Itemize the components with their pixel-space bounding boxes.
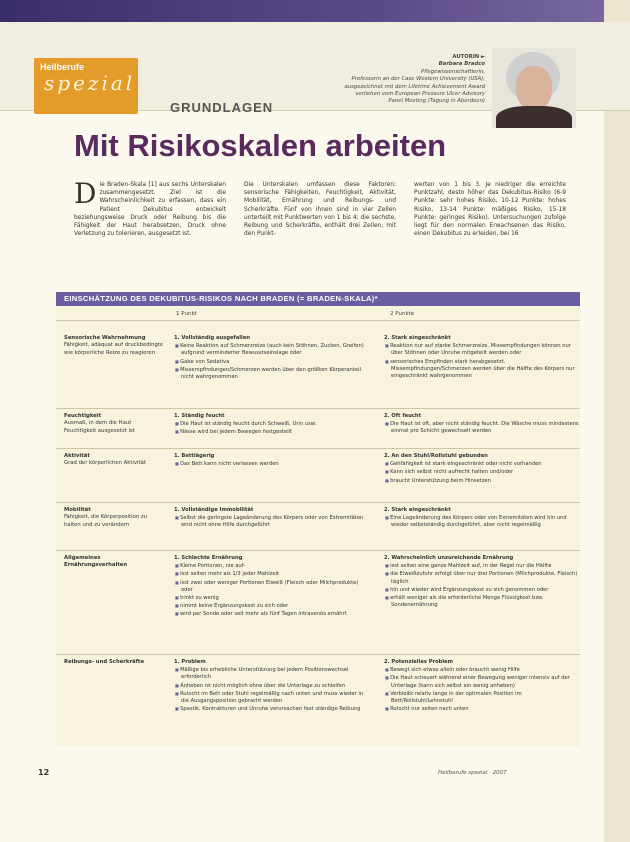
cell-2-points <box>384 555 580 609</box>
cell-2-points <box>384 413 580 436</box>
cell-heading: 2. An den Stuhl/Rollstuhl gebunden <box>384 453 488 459</box>
intro-column-2: Die Unterskalen umfassen diese Faktoren: sensorische Fähigkeiten, Feuchtigkeit, Aktivität, Mobilität, Ernährung und Reibungs- und Scherkräfte. Fünf von ihnen sind in vier Zellen unterteilt mit Punktwerten von 1 bis 4; die sechste, Reibung und Scherkräfte, enthält drei Zellen, mit den Punkt- <box>244 182 396 238</box>
cell-bullet: ■ Nässe wird bei jedem Bewegen festgestellt <box>174 428 370 436</box>
author-label: AUTORIN <box>452 54 480 60</box>
row-label <box>64 659 164 666</box>
table-heading-bar <box>56 292 580 306</box>
author-line: Panel Meeting (Tagung in Aberdeen) <box>388 98 485 105</box>
table-row <box>56 654 580 747</box>
cell-heading: 1. Schlechte Ernährung <box>174 555 243 561</box>
magazine-logo <box>34 58 138 114</box>
cell-bullet: ■ Spastik, Kontrakturen und Unruhe verursachen fast ständige Reibung <box>174 705 370 713</box>
cell-bullet: ■ hin und wieder wird Ergänzungskost zu sich genommen oder <box>384 586 580 594</box>
cell-bullet: ■ Die Haut ist oft, aber nicht ständig feucht. Die Wäsche muss mindestens einmal pro Schicht gewechselt werden <box>384 420 580 435</box>
author-line: ausgezeichnet mit dem Lifetime Achievement Award <box>344 83 485 90</box>
cell-1-point <box>174 659 370 713</box>
table-heading: EINSCHÄTZUNG DES DEKUBITUS-RISIKOS NACH BRADEN (= BRADEN-SKALA)* <box>64 294 378 303</box>
logo-line2: spezial <box>44 71 136 95</box>
author-line: Pflegewissenschaftlerin, <box>420 68 485 75</box>
cell-heading: 2. Stark eingeschränkt <box>384 335 451 341</box>
cell-heading: 2. Oft feucht <box>384 413 422 419</box>
cell-bullet: ■ Kann sich selbst nicht aufrecht halten und/oder <box>384 468 580 476</box>
cell-2-points <box>384 507 580 530</box>
photo-face <box>516 66 552 110</box>
cell-bullet: ■ isst selten eine ganze Mahlzeit auf, in der Regel nur die Hälfte <box>384 562 580 570</box>
table-row <box>56 550 580 655</box>
dropcap: D <box>74 177 97 210</box>
table-row <box>56 408 580 449</box>
cell-bullet: ■ Selbst die geringste Lageänderung des Körpers oder von Extremitäten wird nicht ohne Hilfe durchgeführt <box>174 514 370 529</box>
column-header-1: 1 Punkt <box>176 311 197 317</box>
row-label <box>64 413 164 435</box>
section-title: GRUNDLAGEN <box>170 100 274 115</box>
row-label-title: Mobilität <box>64 507 91 513</box>
cell-heading: 1. Ständig feucht <box>174 413 225 419</box>
cell-bullet: ■ isst selten mehr als 1/3 jeder Mahlzeit <box>174 570 370 578</box>
cell-heading: 1. Vollständige Immobilität <box>174 507 254 513</box>
intro-column-3: werten von 1 bis 3. Je niedriger die erreichte Punktzahl, desto höher das Dekubitus-Risiko (6-9 Punkte: sehr hohes Risiko, 10-12 Punkte: hohes Risiko, 13-14 Punkte: mäßiges Risiko, 15-18 Punkte: geringes Risiko). Untersuchungen zufolge liegt für den normalen Erwachsenen das Risiko, einen Dekubitus zu erleiden, bei 16 <box>414 182 566 238</box>
table-row <box>56 448 580 503</box>
row-label-title: Sensorische Wahrnehmung <box>64 335 146 341</box>
cell-bullet: ■ sensorisches Empfinden stark herabgesetzt. Missempfindungen/Schmerzen werden über die Hälfte des Körpers nur eingeschränkt wahrgenommen <box>384 358 580 381</box>
cell-bullet: ■ trinkt zu wenig <box>174 594 370 602</box>
row-label-title: Reibungs- und Scherkräfte <box>64 659 145 665</box>
top-color-strip <box>0 0 630 22</box>
cell-bullet: ■ Rutscht im Bett oder Stuhl regelmäßig nach unten und muss wieder in die Ausgangsposition gebracht werden <box>174 690 370 705</box>
cell-bullet: ■ Reaktion nur auf starke Schmerzreize. Missempfindungen können nur über Stöhnen oder Unruhe mitgeteilt werden oder <box>384 342 580 357</box>
row-label <box>64 555 164 570</box>
author-line: Professorin an der Case Western University (USA), <box>351 76 485 83</box>
cell-bullet: ■ Das Bett kann nicht verlassen werden <box>174 460 370 468</box>
author-line: verliehen vom European Pressure Ulcer Advisory <box>355 91 485 98</box>
cell-bullet: ■ Keine Reaktion auf Schmerzreize (auch kein Stöhnen, Zucken, Greifen) aufgrund verminderter Bewusstseinslage oder <box>174 342 370 357</box>
table-row <box>56 502 580 551</box>
arrow-right-icon: ► <box>480 54 485 60</box>
author-box <box>330 54 485 106</box>
cell-bullet: ■ isst zwei oder weniger Portionen Eiweiß (Fleisch oder Milchprodukte) oder <box>174 579 370 594</box>
cell-bullet: ■ erhält weniger als die erforderliche Menge Flüssigkost bzw. Sondenernährung <box>384 594 580 609</box>
table-row <box>56 320 580 409</box>
author-photo <box>492 48 576 128</box>
cell-bullet: ■ braucht Unterstützung beim Hinsetzen <box>384 477 580 485</box>
cell-bullet: ■ Gabe von Sedativa <box>174 358 370 366</box>
cell-bullet: ■ Rutscht nur selten nach unten <box>384 705 580 713</box>
footer-publication: Heilberufe spezial · 2007 <box>438 770 507 776</box>
cell-bullet: ■ Bewegt sich etwas allein oder braucht wenig Hilfe <box>384 666 580 674</box>
cell-bullet: ■ Kleine Portionen, nie auf- <box>174 562 370 570</box>
cell-bullet: ■ Die Haut scheuert während einer Bewegung weniger intensiv auf der Unterlage (kann sich selbst ein wenig anheben) <box>384 674 580 689</box>
intro-column-1 <box>74 177 226 238</box>
cell-heading: 2. Wahrscheinlich unzureichende Ernährung <box>384 555 514 561</box>
author-name: Barbara Bradco <box>438 61 485 68</box>
cell-bullet: ■ Eine Lageänderung des Körpers oder von Extremitäten wird hin und wieder selbstständig durchgeführt, aber nicht regelmäßig <box>384 514 580 529</box>
column-header-2: 2 Punkte <box>390 311 415 317</box>
header <box>0 22 630 115</box>
cell-heading: 1. Problem <box>174 659 206 665</box>
cell-1-point <box>174 555 370 619</box>
page-number: 12 <box>38 768 50 777</box>
cell-1-point <box>174 507 370 530</box>
article-title: Mit Risikoskalen arbeiten <box>74 128 447 163</box>
cell-heading: 1. Bettlägerig <box>174 453 215 459</box>
cell-bullet: ■ Mäßige bis erhebliche Unterstützung bei jedem Positionswechsel erforderlich <box>174 666 370 681</box>
cell-bullet: ■ nimmt keine Ergänzungskost zu sich oder <box>174 602 370 610</box>
cell-2-points <box>384 335 580 380</box>
row-label <box>64 335 164 357</box>
cell-2-points <box>384 453 580 485</box>
row-label-desc: Grad der körperlichen Aktivität <box>64 460 146 467</box>
row-label-desc: Fähigkeit, die Körperposition zu halten und zu verändern <box>64 514 148 528</box>
cell-bullet: ■ Gehfähigkeit ist stark eingeschränkt oder nicht vorhanden <box>384 460 580 468</box>
row-label-title: Feuchtigkeit <box>64 413 102 419</box>
row-label-desc: Ausmaß, in dem die Haut Feuchtigkeit ausgesetzt ist <box>64 420 135 434</box>
row-label-title: Allgemeines Ernährungsverhalten <box>64 555 128 569</box>
photo-body <box>496 106 572 128</box>
cell-bullet: ■ Missempfindungen/Schmerzen werden über den größten Körperanteil nicht wahrgenommen <box>174 366 370 381</box>
cell-bullet: ■ Verbleibt relativ lange in der optimalen Position im Bett/Rollstuhl/Lehnstuhl <box>384 690 580 705</box>
cell-1-point <box>174 335 370 381</box>
cell-1-point <box>174 453 370 468</box>
row-label <box>64 507 164 529</box>
row-label-desc: Fähigkeit, adäquat auf druckbedingte wie körperliche Reize zu reagieren <box>64 342 164 356</box>
cell-heading: 2. Potenzielles Problem <box>384 659 454 665</box>
cell-heading: 2. Stark eingeschränkt <box>384 507 451 513</box>
cell-bullet: ■ Anheben ist nicht möglich ohne über die Unterlage zu schleifen <box>174 682 370 690</box>
logo-line1: Heilberufe <box>40 62 85 72</box>
cell-bullet: ■ die Eiweißzufuhr erfolgt über nur drei Portionen (Milchprodukte, Fleisch) täglich <box>384 570 580 585</box>
row-label-title: Aktivität <box>64 453 90 459</box>
page-gutter <box>604 0 630 842</box>
cell-bullet: ■ Die Haut ist ständig feucht durch Schweiß, Urin usw. <box>174 420 370 428</box>
cell-heading: 1. Vollständig ausgefallen <box>174 335 251 341</box>
row-label <box>64 453 164 468</box>
intro-text-1: ie Braden-Skala [1] aus sechs Unterskalen zusammengesetzt. Ziel ist die Wahrscheinlichkeit zu erfassen, dass ein Patient Dekubitus entwickelt beziehungsweise Druck oder Reibung bis die Fähigkeit der Haut herabsetzen, Druck ohne Verletzung zu tolerieren, ausgesetzt ist. <box>74 182 226 238</box>
cell-1-point <box>174 413 370 437</box>
cell-bullet: ■ wird per Sonde oder seit mehr als fünf Tagen intravenös ernährt <box>174 610 370 618</box>
cell-2-points <box>384 659 580 713</box>
